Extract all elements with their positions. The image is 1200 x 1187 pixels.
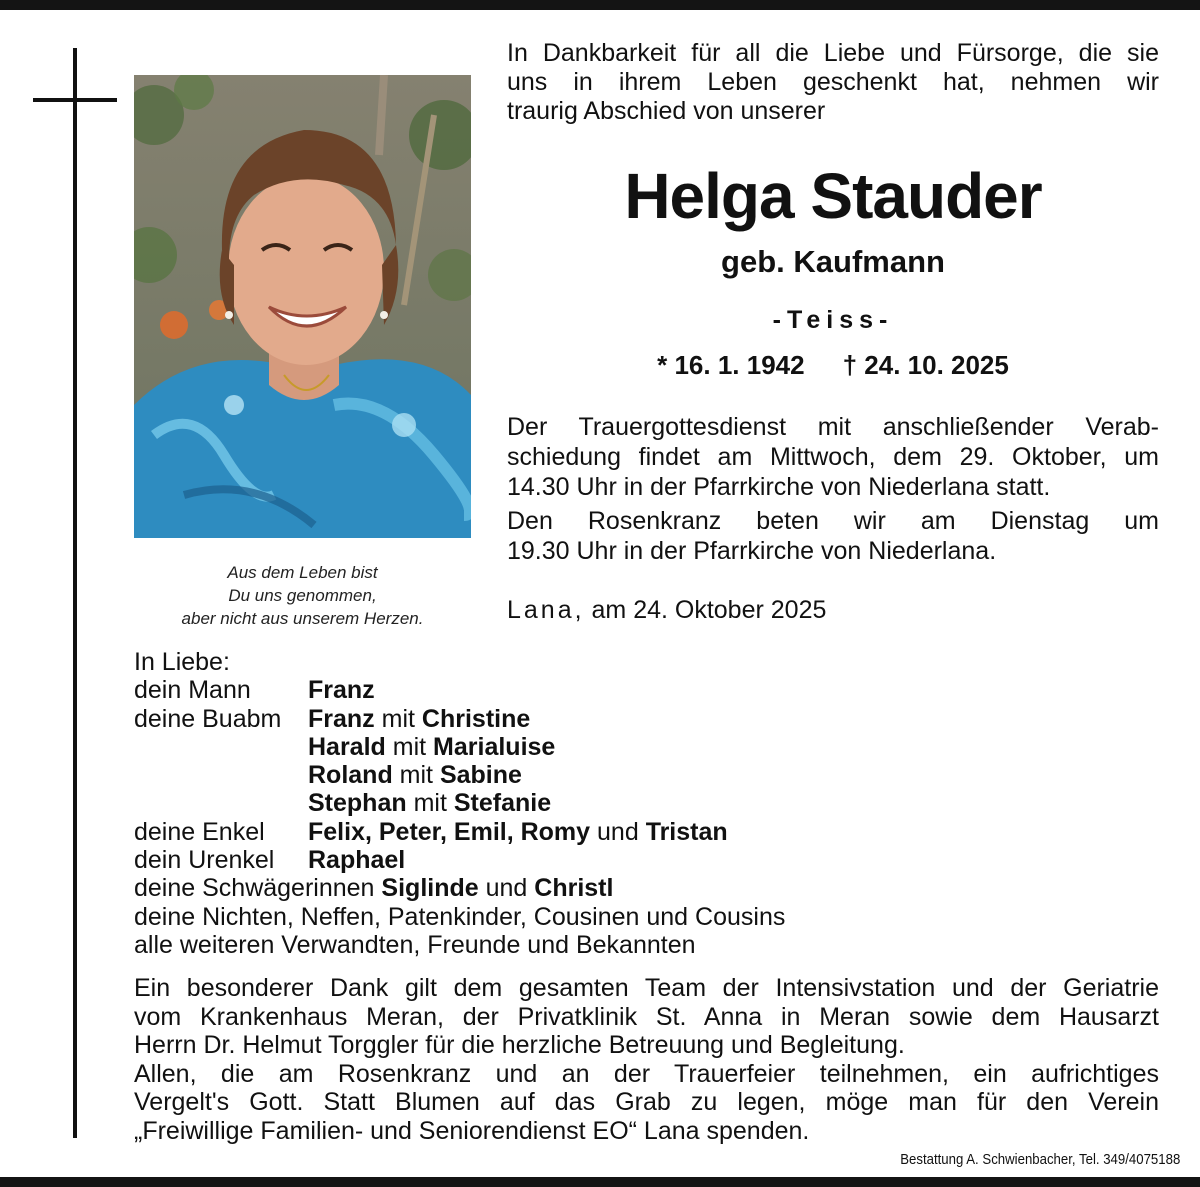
quote-line: aber nicht aus unserem Herzen. (181, 609, 424, 628)
thanks-line: „Freiwillige Familien- und Seniorendienst EO“ Lana spenden. (134, 1116, 810, 1145)
relative-name: Roland (308, 761, 393, 790)
family-row-husband (134, 676, 785, 704)
connector: mit (413, 789, 447, 818)
relative-name: Tristan (645, 817, 728, 846)
thanks-line: Ein besonderer Dank gilt dem gesamten Team der Intensivstation und der Geriatrie (134, 974, 1159, 1002)
rosary-line: Den Rosenkranz beten wir am Dienstag um (507, 507, 1159, 535)
family-row-son (134, 733, 785, 761)
family-list (134, 648, 785, 959)
thanks-line: vom Krankenhaus Meran, der Privatklinik St. Anna in Meran sowie dem Hausarzt (134, 1002, 1159, 1031)
connector: und (485, 874, 528, 903)
life-dates (507, 347, 1159, 383)
family-row-son (134, 705, 785, 733)
death-date: † 24. 10. 2025 (842, 350, 1009, 380)
thanks-line: Allen, die am Rosenkranz und an der Trauerfeier teilnehmen, ein aufrichtiges (134, 1059, 1159, 1088)
family-row-grandchildren (134, 818, 785, 846)
family-row-relatives: alle weiteren Verwandten, Freunde und Bekannten (134, 930, 696, 959)
partner-name: Christine (421, 704, 531, 733)
connector: und (597, 817, 639, 846)
birth-name: geb. Kaufmann (721, 244, 945, 279)
nickname: -Teiss- (772, 306, 894, 334)
funeral-home-credit: Bestattung A. Schwienbacher, Tel. 349/4075188 (899, 1151, 1180, 1168)
family-row-nieces: deine Nichten, Neffen, Patenkinder, Cousinen und Cousins (134, 902, 786, 931)
intro-line: In Dankbarkeit für all die Liebe und Fürsorge, die sie (507, 39, 1159, 67)
family-row-sisters-in-law (134, 874, 785, 902)
quote-line: Aus dem Leben bist (227, 563, 378, 582)
cross-icon (73, 48, 77, 1138)
intro-line: uns in ihrem Leben geschenkt hat, nehmen wir (507, 68, 1159, 96)
connector: mit (381, 704, 415, 733)
relation-label: dein Mann (134, 676, 251, 705)
relation-label: dein Urenkel (134, 846, 275, 875)
family-row-son (134, 789, 785, 817)
birth-date: * 16. 1. 1942 (657, 350, 805, 380)
place: Lana, (507, 596, 585, 624)
family-row-great-grandchild (134, 846, 785, 874)
partner-name: Stefanie (453, 789, 552, 818)
intro-text (507, 39, 1159, 126)
service-line: Der Trauergottesdienst mit anschließender Verab- (507, 413, 1159, 441)
relation-label: deine Schwägerinnen (134, 874, 375, 903)
relation-label: deine Buabm (134, 704, 282, 733)
deceased-name: Helga Stauder (624, 160, 1042, 232)
relative-name: Siglinde (381, 874, 479, 903)
family-heading: In Liebe: (134, 648, 230, 676)
intro-line: traurig Abschied von unserer (507, 97, 826, 125)
service-line: schiedung findet am Mittwoch, dem 29. Oktober, um (507, 443, 1159, 471)
partner-name: Marialuise (433, 732, 556, 761)
funeral-service-text (507, 412, 1159, 502)
relative-name: Stephan (308, 789, 407, 818)
connector: mit (392, 732, 427, 761)
service-line: 14.30 Uhr in der Pfarrkirche von Niederlana statt. (507, 473, 1051, 501)
portrait-photo (134, 75, 471, 538)
relation-label: deine Enkel (134, 817, 265, 846)
partner-name: Sabine (439, 761, 522, 790)
quote-line: Du uns genommen, (228, 586, 377, 605)
sign-date: am 24. Oktober 2025 (591, 596, 827, 624)
relative-names: Felix, Peter, Emil, Romy (308, 817, 591, 846)
relative-name: Harald (308, 732, 386, 761)
rosary-text (507, 506, 1159, 566)
relative-name: Franz (308, 676, 375, 705)
thanks-line: Vergelt's Gott. Statt Blumen auf das Grab zu legen, möge man für den Verein (134, 1088, 1159, 1116)
thanks-text (134, 974, 1159, 1145)
cross-icon-bar (33, 98, 117, 102)
memorial-quote (140, 561, 465, 630)
family-row-son (134, 761, 785, 789)
relative-name: Christl (534, 874, 614, 903)
place-date (507, 594, 826, 626)
relative-name: Raphael (308, 846, 406, 875)
rosary-line: 19.30 Uhr in der Pfarrkirche von Niederlana. (507, 537, 997, 565)
thanks-line: Herrn Dr. Helmut Torggler für die herzliche Betreuung und Begleitung. (134, 1031, 905, 1059)
relative-name: Franz (308, 704, 375, 733)
connector: mit (399, 761, 433, 790)
